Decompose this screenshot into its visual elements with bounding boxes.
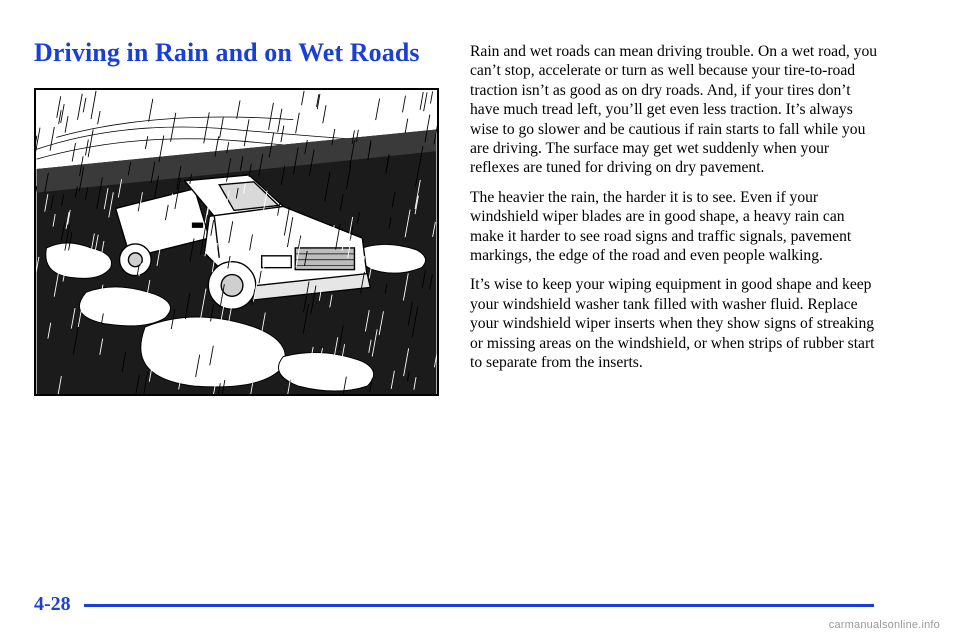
rain-streak — [269, 103, 274, 130]
paragraph-traction: Rain and wet roads can mean driving trouble. On a wet road, you can’t stop, accelerate or turn as well because your tire-to-road traction isn’t as good as on dry roads. And, if your tires don’t have much tread left, you’ll get even less traction. It’s always wise to go slower and be cautious if rain starts to fall while you are driving. The surface may get wet suddenly when your reflexes are tuned for driving on dry pavement. — [470, 43, 878, 177]
rain-streak — [36, 128, 40, 154]
rain-streak — [88, 130, 93, 158]
rain-streak — [405, 119, 408, 134]
rain-streak — [424, 92, 427, 111]
footer-rule — [84, 604, 874, 607]
watermark: carmanualsonline.info — [828, 619, 940, 631]
rain-streak — [98, 111, 100, 124]
body-text — [470, 42, 878, 383]
paragraph-visibility: The heavier the rain, the harder it is to see. Even if your windshield wiper blades are in good shape, a heavy rain can make it harder to see road signs and traffic signals, pavement markings, the edge of the road and even people walking. — [470, 188, 852, 265]
rain-streak — [420, 92, 423, 110]
rain-streak — [83, 98, 86, 113]
rain-streak — [36, 186, 37, 204]
rain-streak — [77, 94, 82, 120]
rain-streak — [302, 91, 305, 105]
rain-streak — [145, 136, 147, 149]
rain-streak — [403, 96, 406, 113]
rain-streak — [61, 104, 64, 123]
rain-streak — [430, 91, 432, 103]
rain-streak — [237, 100, 240, 118]
rain-streak — [296, 113, 300, 134]
rain-streak — [91, 91, 96, 119]
rain-streak — [220, 117, 224, 138]
rain-streak — [65, 116, 68, 132]
pickup-truck-in-rain-illustration — [34, 88, 439, 396]
rain-scene-svg — [36, 90, 437, 394]
rain-streak — [376, 99, 380, 121]
rain-streak — [72, 143, 75, 161]
rain-streak — [244, 119, 249, 146]
page-number: 4-28 — [34, 593, 71, 615]
section-heading: Driving in Rain and on Wet Roads — [34, 38, 420, 67]
rain-streak — [323, 105, 326, 123]
paragraph-wiper-maintenance: It’s wise to keep your wiping equipment in good shape and keep your windshield washer tank filled with washer fluid. Replace your windshield wiper inserts when they show signs of streaking or missing areas on the windshield, or when strips of rubber start to separate from the inserts. — [470, 276, 875, 372]
rain-streak — [50, 127, 54, 151]
rain-streak — [278, 109, 282, 133]
rain-streak — [149, 99, 153, 122]
